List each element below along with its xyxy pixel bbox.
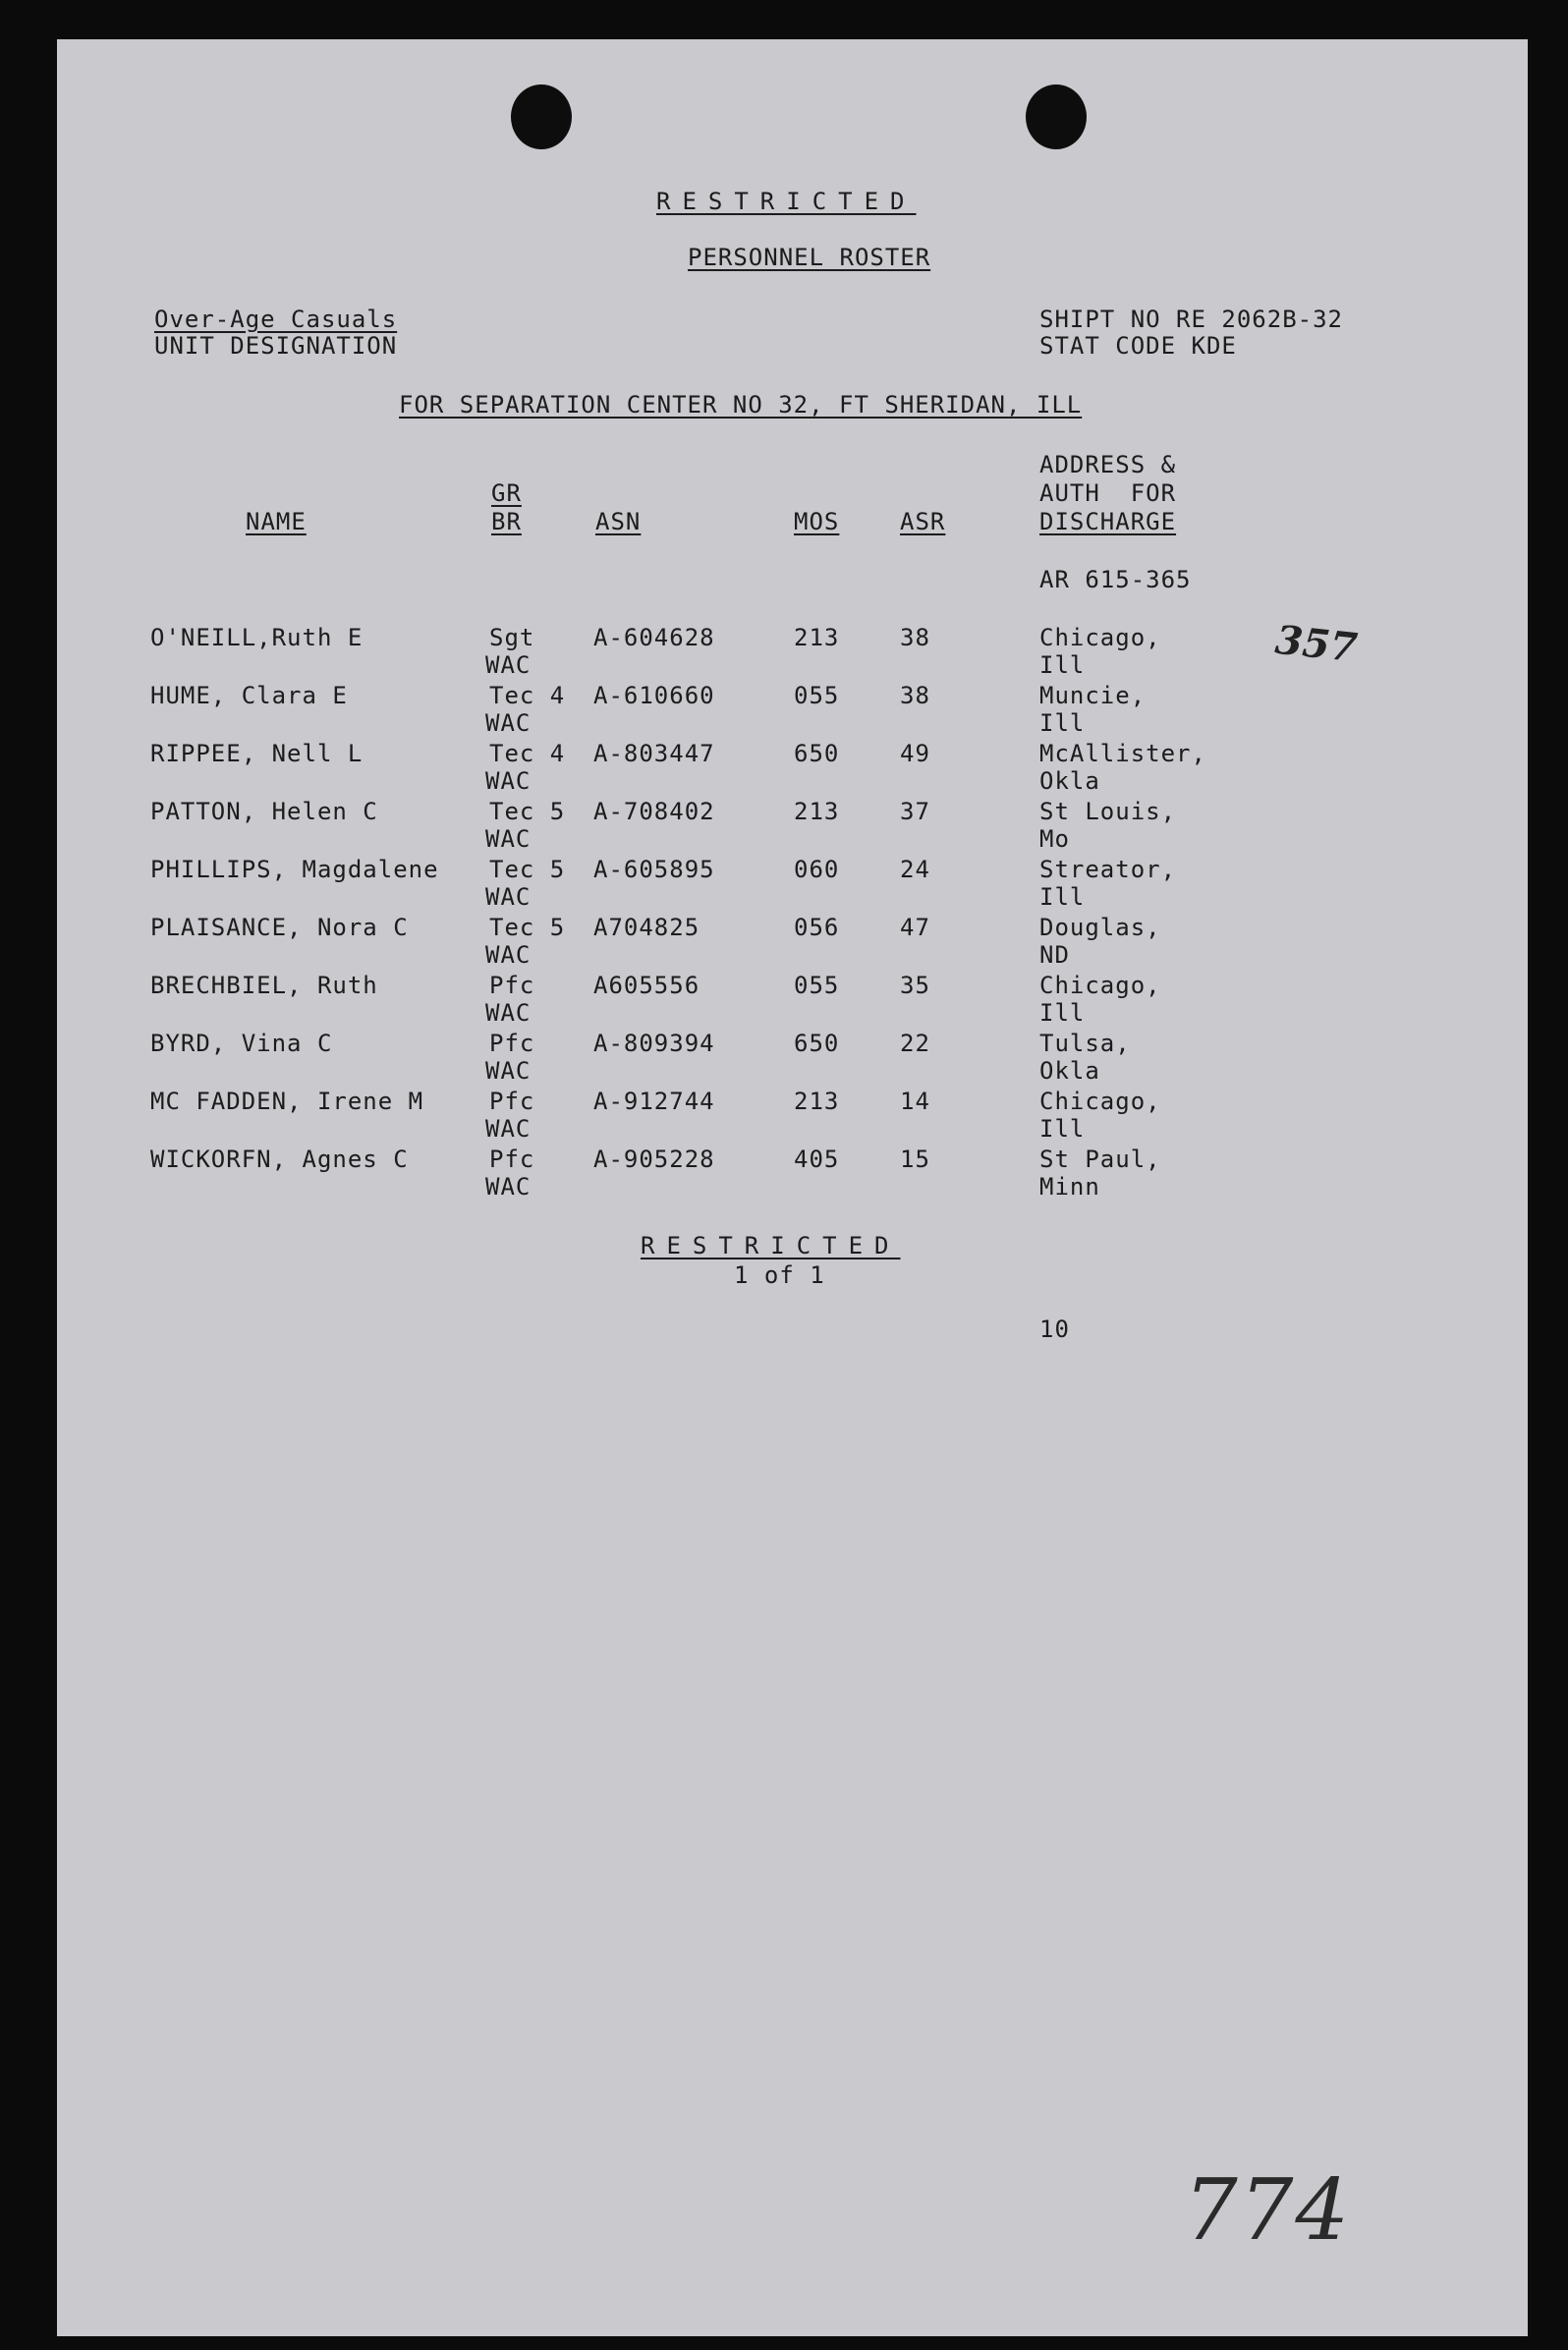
row-grade: Tec 5 — [489, 798, 566, 825]
handwritten-number: 774 — [1184, 2161, 1352, 2260]
column-header-address-3: DISCHARGE — [1039, 508, 1177, 535]
row-asn: A-708402 — [593, 798, 715, 825]
row-mos: 650 — [794, 740, 840, 767]
row-city: Chicago, — [1039, 972, 1161, 999]
row-mos: 060 — [794, 856, 840, 883]
roster-page — [57, 39, 1528, 2336]
row-state: Ill — [1039, 651, 1086, 679]
row-asn: A704825 — [593, 914, 700, 941]
classification-footer: RESTRICTED — [641, 1232, 901, 1259]
row-asn: A605556 — [593, 972, 700, 999]
row-asr: 22 — [900, 1030, 930, 1057]
row-asr: 47 — [900, 914, 930, 941]
row-city: Muncie, — [1039, 682, 1147, 709]
row-mos: 213 — [794, 1088, 840, 1115]
unit-name: Over-Age Casuals — [154, 306, 398, 333]
unit-designation-label: UNIT DESIGNATION — [154, 332, 398, 360]
row-state: Okla — [1039, 767, 1100, 795]
row-branch: WAC — [485, 825, 532, 853]
row-state: Ill — [1039, 1115, 1086, 1143]
row-name: RIPPEE, Nell L — [150, 740, 364, 767]
row-asn: A-610660 — [593, 682, 715, 709]
row-name: WICKORFN, Agnes C — [150, 1146, 409, 1173]
row-state: Mo — [1039, 825, 1070, 853]
shipment-number: SHIPT NO RE 2062B-32 — [1039, 306, 1343, 333]
row-city: Chicago, — [1039, 624, 1161, 651]
row-asr: 15 — [900, 1146, 930, 1173]
row-mos: 055 — [794, 972, 840, 999]
row-city: McAllister, — [1039, 740, 1206, 767]
row-mos: 650 — [794, 1030, 840, 1057]
row-name: PATTON, Helen C — [150, 798, 378, 825]
row-name: PLAISANCE, Nora C — [150, 914, 409, 941]
row-mos: 405 — [794, 1146, 840, 1173]
column-header-address-2: AUTH FOR — [1039, 479, 1177, 507]
authority-reference: AR 615-365 — [1039, 566, 1192, 593]
page-number: 1 of 1 — [734, 1261, 825, 1289]
stamped-number: 357 — [1272, 616, 1360, 672]
row-grade: Tec 4 — [489, 740, 566, 767]
column-header-grade: GR — [491, 479, 522, 507]
row-branch: WAC — [485, 767, 532, 795]
column-header-mos: MOS — [794, 508, 840, 535]
row-grade: Pfc — [489, 1030, 535, 1057]
row-state: Minn — [1039, 1173, 1100, 1201]
row-name: PHILLIPS, Magdalene — [150, 856, 439, 883]
row-asn: A-905228 — [593, 1146, 715, 1173]
row-mos: 055 — [794, 682, 840, 709]
row-branch: WAC — [485, 941, 532, 969]
row-branch: WAC — [485, 1115, 532, 1143]
row-branch: WAC — [485, 1057, 532, 1085]
row-branch: WAC — [485, 1173, 532, 1201]
row-asn: A-803447 — [593, 740, 715, 767]
row-city: St Paul, — [1039, 1146, 1161, 1173]
row-asr: 38 — [900, 682, 930, 709]
row-asr: 37 — [900, 798, 930, 825]
row-city: Streator, — [1039, 856, 1177, 883]
classification-header: RESTRICTED — [656, 188, 917, 215]
row-name: BYRD, Vina C — [150, 1030, 333, 1057]
row-asr: 24 — [900, 856, 930, 883]
row-name: HUME, Clara E — [150, 682, 348, 709]
personnel-count: 10 — [1039, 1315, 1070, 1343]
punch-hole-left — [511, 84, 572, 149]
row-grade: Pfc — [489, 1088, 535, 1115]
row-city: Douglas, — [1039, 914, 1161, 941]
row-asn: A-604628 — [593, 624, 715, 651]
document-title: PERSONNEL ROSTER — [688, 244, 931, 271]
row-asr: 35 — [900, 972, 930, 999]
row-branch: WAC — [485, 651, 532, 679]
column-header-asr: ASR — [900, 508, 946, 535]
column-header-name: NAME — [246, 508, 307, 535]
row-asr: 49 — [900, 740, 930, 767]
row-branch: WAC — [485, 883, 532, 911]
punch-hole-right — [1026, 84, 1087, 149]
row-grade: Sgt — [489, 624, 535, 651]
row-state: Ill — [1039, 883, 1086, 911]
column-header-branch: BR — [491, 508, 522, 535]
row-branch: WAC — [485, 999, 532, 1027]
row-grade: Tec 4 — [489, 682, 566, 709]
row-name: BRECHBIEL, Ruth — [150, 972, 378, 999]
stat-code: STAT CODE KDE — [1039, 332, 1237, 360]
row-asn: A-912744 — [593, 1088, 715, 1115]
row-city: Chicago, — [1039, 1088, 1161, 1115]
row-asr: 14 — [900, 1088, 930, 1115]
row-mos: 213 — [794, 798, 840, 825]
destination-line: FOR SEPARATION CENTER NO 32, FT SHERIDAN, ILL — [399, 391, 1083, 419]
row-state: Ill — [1039, 999, 1086, 1027]
row-state: Ill — [1039, 709, 1086, 737]
row-grade: Pfc — [489, 1146, 535, 1173]
row-name: MC FADDEN, Irene M — [150, 1088, 424, 1115]
column-header-asn: ASN — [595, 508, 642, 535]
row-name: O'NEILL,Ruth E — [150, 624, 364, 651]
row-grade: Tec 5 — [489, 856, 566, 883]
column-header-address-1: ADDRESS & — [1039, 451, 1177, 478]
row-city: St Louis, — [1039, 798, 1177, 825]
row-asn: A-809394 — [593, 1030, 715, 1057]
row-grade: Pfc — [489, 972, 535, 999]
row-mos: 213 — [794, 624, 840, 651]
row-branch: WAC — [485, 709, 532, 737]
row-mos: 056 — [794, 914, 840, 941]
row-city: Tulsa, — [1039, 1030, 1131, 1057]
row-grade: Tec 5 — [489, 914, 566, 941]
row-state: Okla — [1039, 1057, 1100, 1085]
row-asn: A-605895 — [593, 856, 715, 883]
row-asr: 38 — [900, 624, 930, 651]
row-state: ND — [1039, 941, 1070, 969]
